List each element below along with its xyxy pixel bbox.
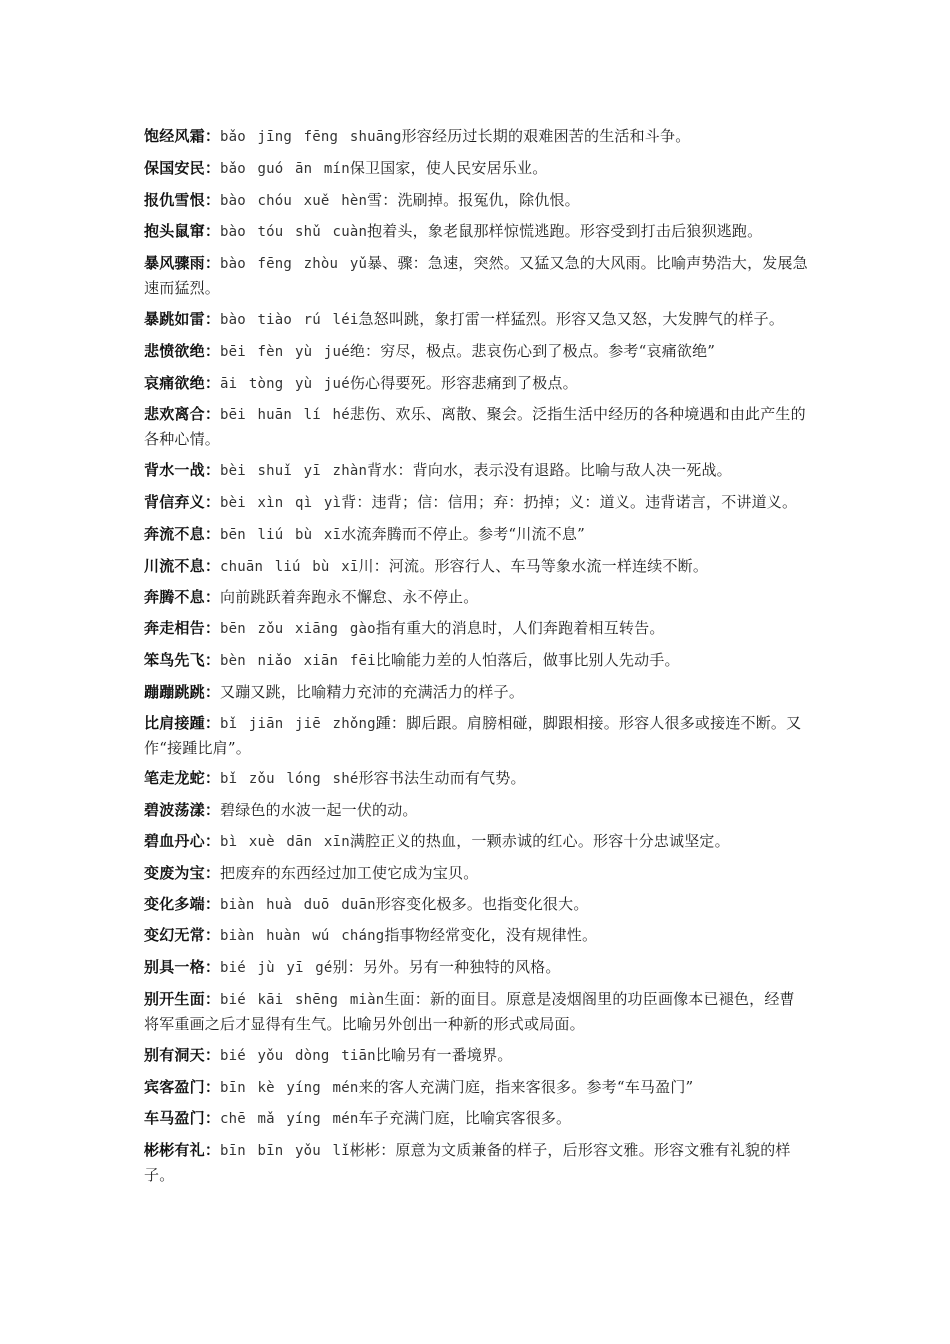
idiom-term: 暴跳如雷	[144, 309, 205, 328]
idiom-term: 悲欢离合	[144, 405, 205, 424]
idiom-term: 车马盈门	[144, 1109, 205, 1128]
idiom-term: 笔走龙蛇	[144, 769, 205, 788]
idiom-definition: 悲伤、欢乐、离散、聚会。泛指生活中经历的各种境遇和由此产生的各种心情。	[144, 405, 806, 449]
idiom-pinyin: bīn kè yíng mén	[220, 1079, 359, 1096]
term-colon: ：	[204, 222, 221, 241]
idiom-definition: 形容经历过长期的艰难困苦的生活和斗争。	[401, 127, 691, 145]
idiom-entry	[144, 648, 808, 673]
idiom-term: 宾客盈门	[144, 1077, 205, 1096]
idiom-definition: 车子充满门庭，比喻宾客很多。	[358, 1109, 572, 1128]
idiom-entry	[144, 1106, 808, 1131]
idiom-definition: 踵：脚后跟。肩膀相碰，脚跟相接。形容人很多或接连不断。又作“接踵比肩”。	[144, 713, 802, 757]
idiom-definition: 雪：洗刷掉。报冤仇，除仇恨。	[367, 190, 580, 209]
term-colon: ：	[204, 1141, 221, 1160]
idiom-term: 变废为宝	[144, 863, 205, 882]
idiom-entry	[144, 307, 808, 332]
idiom-definition: 川：河流。形容行人、车马等象水流一样连续不断。	[358, 556, 709, 575]
idiom-term: 变化多端	[144, 894, 205, 913]
idiom-definition: 暴、骤：急速，突然。又猛又急的大风雨。比喻声势浩大，发展急速而猛烈。	[144, 254, 808, 298]
term-colon: ：	[204, 492, 221, 511]
idiom-pinyin: bǐ zǒu lóng shé	[220, 771, 359, 788]
term-colon: ：	[204, 801, 221, 820]
term-colon: ：	[204, 1045, 221, 1064]
idiom-entry	[144, 955, 808, 980]
idiom-term: 比肩接踵	[144, 713, 205, 732]
idiom-definition: 形容变化极多。也指变化很大。	[375, 894, 589, 913]
idiom-term: 保国安民	[144, 158, 205, 177]
term-colon: ：	[204, 524, 221, 543]
term-colon: ：	[204, 190, 221, 209]
idiom-pinyin: bǐ jiān jiē zhǒng	[220, 715, 376, 732]
idiom-definition: 别：另外。另有一种独特的风格。	[332, 958, 561, 977]
idiom-entry	[144, 585, 808, 609]
idiom-pinyin: bēn liú bù xī	[220, 526, 342, 543]
idiom-term: 别具一格	[144, 958, 205, 977]
idiom-entry	[144, 616, 808, 641]
term-colon: ：	[204, 713, 221, 732]
idiom-pinyin: bào tiào rú léi	[220, 311, 359, 328]
term-colon: ：	[204, 461, 221, 480]
term-colon: ：	[204, 405, 221, 424]
idiom-pinyin: bēn zǒu xiāng gào	[220, 621, 376, 638]
idiom-entry	[144, 766, 808, 791]
term-colon: ：	[204, 158, 221, 177]
idiom-pinyin: bào tóu shǔ cuàn	[220, 224, 368, 241]
idiom-pinyin: bào chóu xuě hèn	[220, 192, 368, 209]
idiom-term: 变幻无常	[144, 926, 205, 945]
idiom-term: 奔腾不息	[144, 588, 205, 607]
idiom-term: 悲愤欲绝	[144, 341, 205, 360]
idiom-term: 暴风骤雨	[144, 254, 205, 273]
idiom-pinyin: bié jù yī gé	[220, 960, 333, 977]
idiom-entry	[144, 339, 808, 364]
idiom-definition: 背水：背向水，表示没有退路。比喻与敌人决一死战。	[367, 461, 732, 480]
idiom-definition: 来的客人充满门庭，指来客很多。参考“车马盈门”	[358, 1077, 694, 1096]
term-colon: ：	[204, 650, 221, 669]
idiom-list	[144, 124, 808, 1194]
idiom-definition: 指事物经常变化，没有规律性。	[384, 926, 598, 945]
term-colon: ：	[204, 588, 221, 607]
idiom-term: 奔走相告	[144, 619, 205, 638]
idiom-definition: 伤心得要死。形容悲痛到了极点。	[349, 373, 578, 392]
idiom-term: 碧血丹心	[144, 831, 205, 850]
idiom-entry	[144, 251, 808, 300]
term-colon: ：	[204, 958, 221, 977]
idiom-pinyin: bèn niǎo xiān fēi	[220, 652, 376, 669]
idiom-entry	[144, 680, 808, 704]
idiom-term: 哀痛欲绝	[144, 373, 205, 392]
idiom-entry	[144, 156, 808, 181]
term-colon: ：	[204, 863, 221, 882]
term-colon: ：	[204, 831, 221, 850]
idiom-pinyin: bì xuè dān xīn	[220, 833, 350, 850]
idiom-entry	[144, 522, 808, 547]
idiom-term: 蹦蹦跳跳	[144, 682, 205, 701]
idiom-entry	[144, 554, 808, 579]
idiom-term: 川流不息	[144, 556, 205, 575]
idiom-definition: 碧绿色的水波一起一伏的动。	[220, 801, 418, 820]
idiom-entry	[144, 923, 808, 948]
idiom-term: 报仇雪恨	[144, 190, 205, 209]
idiom-definition: 抱着头，象老鼠那样惊慌逃跑。形容受到打击后狼狈逃跑。	[367, 222, 763, 241]
term-colon: ：	[204, 127, 221, 145]
idiom-entry	[144, 458, 808, 483]
idiom-definition: 水流奔腾而不停止。参考“川流不息”	[341, 524, 585, 543]
idiom-term: 背信弃义	[144, 492, 205, 511]
idiom-entry	[144, 1043, 808, 1068]
idiom-entry	[144, 124, 808, 149]
idiom-pinyin: bèi shuǐ yī zhàn	[220, 463, 368, 480]
idiom-definition: 保卫国家，使人民安居乐业。	[349, 158, 548, 177]
idiom-definition: 生面：新的面目。原意是凌烟阁里的功臣画像本已褪色，经曹将军重画之后才显得有生气。比喻另外创出一种新的形式或局面。	[144, 989, 795, 1033]
idiom-pinyin: chē mǎ yíng mén	[220, 1111, 359, 1128]
idiom-pinyin: chuān liú bù xī	[220, 558, 359, 575]
idiom-pinyin: bié yǒu dòng tiān	[220, 1047, 376, 1064]
idiom-definition: 急怒叫跳，象打雷一样猛烈。形容又急又怒，大发脾气的样子。	[358, 309, 785, 328]
idiom-definition: 比喻能力差的人怕落后，做事比别人先动手。	[375, 650, 680, 669]
idiom-definition: 背：违背；信：信用；弃：扔掉；义：道义。违背诺言，不讲道义。	[341, 492, 798, 511]
idiom-entry	[144, 1075, 808, 1100]
idiom-pinyin: bǎo guó ān mín	[220, 160, 350, 177]
idiom-pinyin: biàn huà duō duān	[220, 896, 376, 913]
idiom-entry	[144, 1138, 808, 1187]
idiom-entry	[144, 402, 808, 451]
idiom-entry	[144, 490, 808, 515]
idiom-pinyin: āi tòng yù jué	[220, 375, 350, 392]
idiom-term: 碧波荡漾	[144, 801, 205, 820]
idiom-term: 奔流不息	[144, 524, 205, 543]
term-colon: ：	[204, 1109, 221, 1128]
idiom-term: 彬彬有礼	[144, 1141, 205, 1160]
idiom-definition: 向前跳跃着奔跑永不懈怠、永不停止。	[220, 588, 479, 607]
idiom-entry	[144, 188, 808, 213]
term-colon: ：	[204, 619, 221, 638]
term-colon: ：	[204, 309, 221, 328]
idiom-term: 抱头鼠窜	[144, 222, 205, 241]
idiom-definition: 形容书法生动而有气势。	[358, 769, 526, 788]
idiom-term: 别有洞天	[144, 1045, 205, 1064]
term-colon: ：	[204, 769, 221, 788]
term-colon: ：	[204, 682, 221, 701]
idiom-term: 笨鸟先飞	[144, 650, 205, 669]
idiom-pinyin: bīn bīn yǒu lǐ	[220, 1143, 350, 1160]
term-colon: ：	[204, 254, 221, 273]
idiom-pinyin: bēi huān lí hé	[220, 407, 350, 424]
idiom-entry	[144, 798, 808, 822]
term-colon: ：	[204, 989, 221, 1008]
idiom-definition: 比喻另有一番境界。	[375, 1045, 513, 1064]
term-colon: ：	[204, 556, 221, 575]
idiom-entry	[144, 711, 808, 760]
idiom-pinyin: biàn huàn wú cháng	[220, 928, 385, 945]
term-colon: ：	[204, 894, 221, 913]
idiom-entry	[144, 371, 808, 396]
term-colon: ：	[204, 373, 221, 392]
idiom-entry	[144, 829, 808, 854]
idiom-term: 饱经风霜	[144, 127, 205, 145]
idiom-definition: 满腔正义的热血，一颗赤诚的红心。形容十分忠诚坚定。	[349, 831, 730, 850]
idiom-term: 别开生面	[144, 989, 205, 1008]
idiom-definition: 又蹦又跳，比喻精力充沛的充满活力的样子。	[220, 682, 525, 701]
idiom-definition: 把废弃的东西经过加工使它成为宝贝。	[220, 863, 479, 882]
term-colon: ：	[204, 341, 221, 360]
term-colon: ：	[204, 926, 221, 945]
idiom-definition: 彬彬：原意为文质兼备的样子，后形容文雅。形容文雅有礼貌的样子。	[144, 1141, 791, 1185]
idiom-pinyin: bào fēng zhòu yǔ	[220, 256, 368, 273]
idiom-definition: 指有重大的消息时，人们奔跑着相互转告。	[375, 619, 665, 638]
idiom-entry	[144, 219, 808, 244]
idiom-definition: 绝：穷尽，极点。悲哀伤心到了极点。参考“哀痛欲绝”	[349, 341, 716, 360]
term-colon: ：	[204, 1077, 221, 1096]
idiom-entry	[144, 987, 808, 1036]
idiom-pinyin: bié kāi shēng miàn	[220, 991, 385, 1008]
idiom-entry	[144, 892, 808, 917]
idiom-pinyin: bēi fèn yù jué	[220, 343, 350, 360]
idiom-pinyin: bǎo jīng fēng shuāng	[220, 129, 402, 145]
idiom-term: 背水一战	[144, 461, 205, 480]
idiom-entry	[144, 861, 808, 885]
idiom-pinyin: bèi xìn qì yì	[220, 494, 342, 511]
